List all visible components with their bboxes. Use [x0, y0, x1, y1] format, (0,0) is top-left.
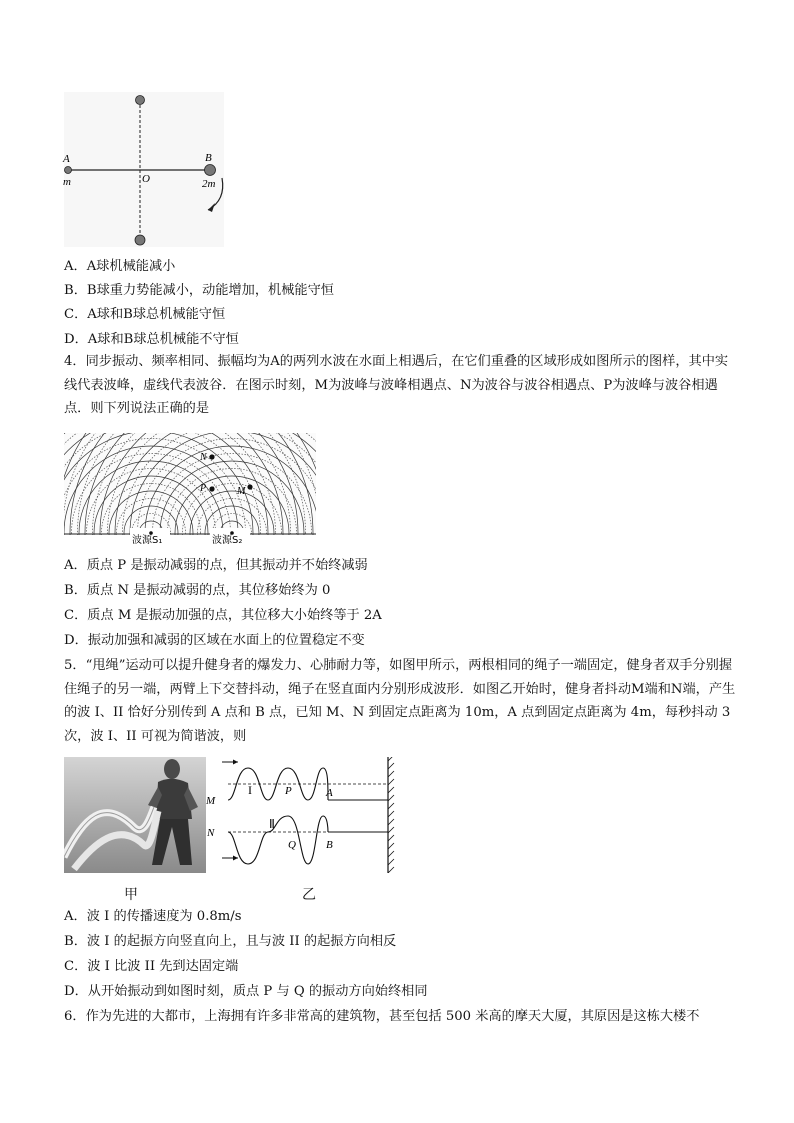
- q3-option-d: D．A球和B球总机械能不守恒: [64, 332, 239, 347]
- q4-option-b: B．质点 N 是振动减弱的点，其位移始终为 0: [64, 583, 331, 598]
- rod-rotation-figure: [60, 88, 240, 250]
- label-wave-2: Ⅱ: [269, 817, 275, 831]
- label-b-point: B: [326, 839, 333, 851]
- label-n: N: [200, 452, 207, 463]
- caption-yi: 乙: [302, 887, 316, 903]
- q3-option-c: C．A球和B球总机械能守恒: [64, 307, 226, 322]
- label-wave-1: I: [248, 783, 252, 797]
- point-m: [247, 484, 252, 489]
- label-m-end: M: [206, 795, 216, 807]
- q5-option-b: B．波 I 的起振方向竖直向上，且与波 II 的起振方向相反: [64, 934, 397, 949]
- label-n-end: N: [207, 827, 215, 839]
- label-p: P: [285, 785, 292, 797]
- q5-stem: 5．“甩绳”运动可以提升健身者的爆发力、心肺耐力等，如图甲所示，两根相同的绳子一端固定，健身者双手分别握住绳子的另一端，两臂上下交替抖动，绳子在竖直面内分别形成波形．如图乙开始时，健身者抖动M端和N端，产生的波 I、II 恰好分别传到 A 点和 B 点，已知 M、N 到固定点距离为 10m，A 点到固定点距离为 4m，每秒抖动 3次，波 I、II 可视为简谐波，则: [64, 658, 736, 744]
- wave-two: [228, 816, 328, 864]
- bottom-ball-position: [135, 235, 145, 245]
- q5-option-c: C．波 I 比波 II 先到达固定端: [64, 959, 239, 974]
- label-a-point: A: [326, 787, 333, 799]
- label-o: O: [142, 173, 150, 185]
- label-q: Q: [288, 839, 296, 851]
- source-s2-label: 波源S₂: [212, 535, 243, 546]
- battle-rope-photo: [64, 757, 206, 873]
- ball-a: [65, 167, 72, 174]
- point-p: [209, 486, 214, 491]
- label-p: P: [200, 483, 207, 494]
- point-n: [209, 454, 214, 459]
- q4-option-d: D．振动加强和减弱的区域在水面上的位置稳定不变: [64, 633, 365, 648]
- q3-option-a: A．A球机械能减小: [64, 259, 176, 274]
- label-2m: 2m: [202, 178, 216, 190]
- caption-jia: 甲: [124, 887, 138, 903]
- label-m: M: [237, 486, 246, 497]
- q4-option-c: C．质点 M 是振动加强的点，其位移大小始终等于 2A: [64, 608, 382, 623]
- label-m: m: [63, 176, 71, 188]
- q4-option-a: A．质点 P 是振动减弱的点，但其振动并不始终减弱: [64, 558, 368, 573]
- top-ball-position: [136, 96, 145, 105]
- q5-option-a: A．波 I 的传播速度为 0.8m/s: [64, 909, 242, 924]
- source-s1-label: 波源S₁: [132, 535, 163, 546]
- label-a: A: [63, 153, 70, 165]
- q5-option-d: D．从开始振动到如图时刻，质点 P 与 Q 的振动方向始终相同: [64, 984, 428, 999]
- ball-b: [205, 165, 216, 176]
- q6-stem: 6．作为先进的大都市，上海拥有许多非常高的建筑物，甚至包括 500 米高的摩天大厦，其原因是这栋大楼不: [64, 1009, 700, 1024]
- rope-wave-figure: [206, 757, 396, 873]
- wall-hatching: [388, 757, 394, 873]
- label-b: B: [205, 152, 212, 164]
- q3-option-b: B．B球重力势能减小，动能增加，机械能守恒: [64, 283, 334, 298]
- interference-figure: [64, 433, 316, 549]
- q4-stem: 4．同步振动、频率相同、振幅均为A的两列水波在水面上相遇后，在它们重叠的区域形成如图所示的图样，其中实线代表波峰，虚线代表波谷．在图示时刻，M为波峰与波峰相遇点、N为波谷与波谷相遇点、P为波峰与波谷相遇点．则下列说法正确的是: [64, 354, 729, 416]
